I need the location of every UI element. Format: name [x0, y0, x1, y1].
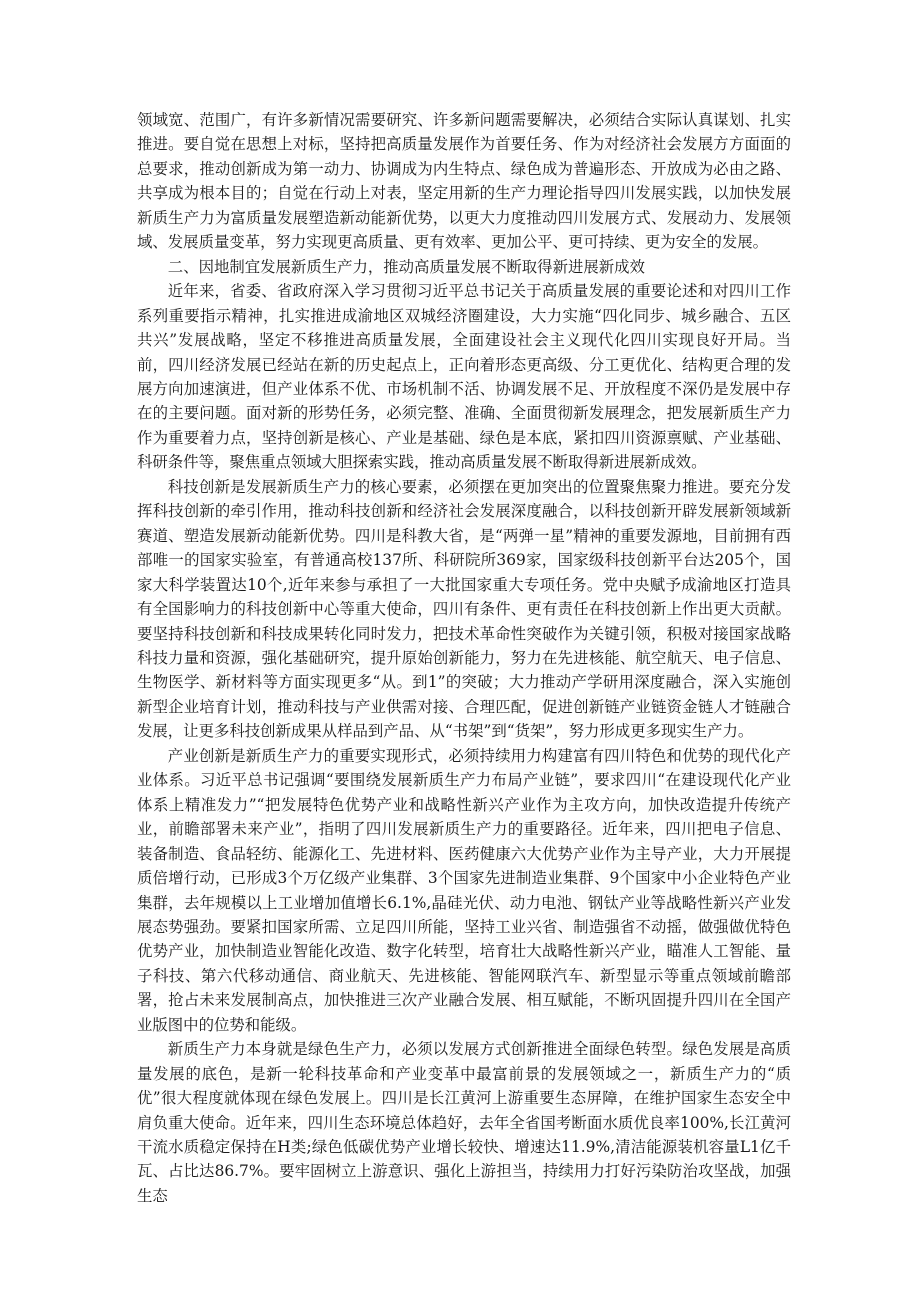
paragraph-green-productivity: 新质生产力本身就是绿色生产力，必须以发展方式创新推进全面绿色转型。绿色发展是高质量发展的底色，是新一轮科技革命和产业变革中最富前景的发展领域之一，新质生产力的“质优”很大程度就体现在绿色发展上。四川是长江黄河上游重要生态屏障，在维护国家生态安全中肩负重大使命。近年来，四川生态环境总体趋好，去年全省国考断面水质优良率100%,长江黄河干流水质稳定保持在H类;绿色低碳优势产业增长较快、增速达11.9%,清洁能源装机容量L1亿千瓦、占比达86.7%。要牢固树立上游意识、强化上游担当，持续用力打好污染防治攻坚战，加强生态	[137, 1040, 791, 1205]
paragraph-development-overview: 近年来，省委、省政府深入学习贯彻习近平总书记关于高质量发展的重要论述和对四川工作系列重要指示精神，扎实推进成渝地区双城经济圈建设，大力实施“四化同步、城乡融合、五区共兴”发展战略，坚定不移推进高质量发展，全面建设社会主义现代化四川实现良好开局。当前，四川经济发展已经站在新的历史起点上，正向着形态更高级、分工更优化、结构更合理的发展方向加速演进，但产业体系不优、市场机制不活、协调发展不足、开放程度不深仍是发展中存在的主要问题。面对新的形势任务，必须完整、准确、全面贯彻新发展理念，把发展新质生产力作为重要着力点，坚持创新是核心、产业是基础、绿色是本底，紧扣四川资源禀赋、产业基础、科研条件等，聚焦重点领域大胆探索实践，推动高质量发展不断取得新进展新成效。	[137, 282, 791, 472]
paragraph-industry-innovation: 产业创新是新质生产力的重要实现形式，必须持续用力构建富有四川特色和优势的现代化产业体系。习近平总书记强调“要围绕发展新质生产力布局产业链”，要求四川“在建设现代化产业体系上精准发力”“把发展特色优势产业和战略性新兴产业作为主攻方向，加快改造提升传统产业，前瞻部署未来产业”，指明了四川发展新质生产力的重要路径。近年来，四川把电子信息、装备制造、食品轻纺、能源化工、先进材料、医药健康六大优势产业作为主导产业，大力开展提质倍增行动，已形成3个万亿级产业集群、3个国家先进制造业集群、9个国家中小企业特色产业集群，去年规模以上工业增加值增长6.1%,晶硅光伏、动力电池、钢钛产业等战略性新兴产业发展态势强劲。要紧扣国家所需、立足四川所能，坚持工业兴省、制造强省不动摇，做强做优特色优势产业，加快制造业智能化改造、数字化转型，培育壮大战略性新兴产业，瞄准人工智能、量子科技、第六代移动通信、商业航天、先进核能、智能网联汽车、新型显示等重点领域前瞻部署，抢占未来发展制高点，加快推进三次产业融合发展、相互赋能，不断巩固提升四川在全国产业版图中的位势和能级。	[137, 746, 791, 1034]
document-page	[137, 108, 791, 1208]
paragraph-tech-innovation: 科技创新是发展新质生产力的核心要素，必须摆在更加突出的位置聚焦聚力推进。要充分发挥科技创新的牵引作用，推动科技创新和经济社会发展深度融合，以科技创新开辟发展新领域新赛道、塑造发展新动能新优势。四川是科教大省，是“两弹一星”精神的重要发源地，目前拥有西部唯一的国家实验室，有普通高校137所、科研院所369家，国家级科技创新平台达205个，国家大科学装置达10个,近年来参与承担了一大批国家重大专项任务。党中央赋予成渝地区打造具有全国影响力的科技创新中心等重大使命，四川有条件、更有责任在科技创新上作出更大贡献。要坚持科技创新和科技成果转化同时发力，把技术革命性突破作为关键引领，积极对接国家战略科技力量和资源，强化基础研究，提升原始创新能力，努力在先进核能、航空航天、电子信息、生物医学、新材料等方面实现更多“从。到1”的突破；大力推动产学研用深度融合，深入实施创新型企业培育计划，推动科技与产业供需对接、合理匹配，促进创新链产业链资金链人才链融合发展，让更多科技创新成果从样品到产品、从“书架”到“货架”，努力形成更多现实生产力。	[137, 477, 791, 741]
paragraph-continuation: 领域宽、范围广，有许多新情况需要研究、许多新问题需要解决，必须结合实际认真谋划、扎实推进。要自觉在思想上对标，坚持把高质量发展作为首要任务、作为对经济社会发展方方面面的总要求，推动创新成为第一动力、协调成为内生特点、绿色成为普遍形态、开放成为必由之路、共享成为根本目的；自觉在行动上对表，坚定用新的生产力理论指导四川发展实践，以加快发展新质生产力为富质量发展塑造新动能新优势，以更大力度推动四川发展方式、发展动力、发展领域、发展质量变革，努力实现更高质量、更有效率、更加公平、更可持续、更为安全的发展。	[137, 111, 791, 252]
section-heading: 二、因地制宜发展新质生产力，推动高质量发展不断取得新进展新成效	[167, 257, 645, 276]
